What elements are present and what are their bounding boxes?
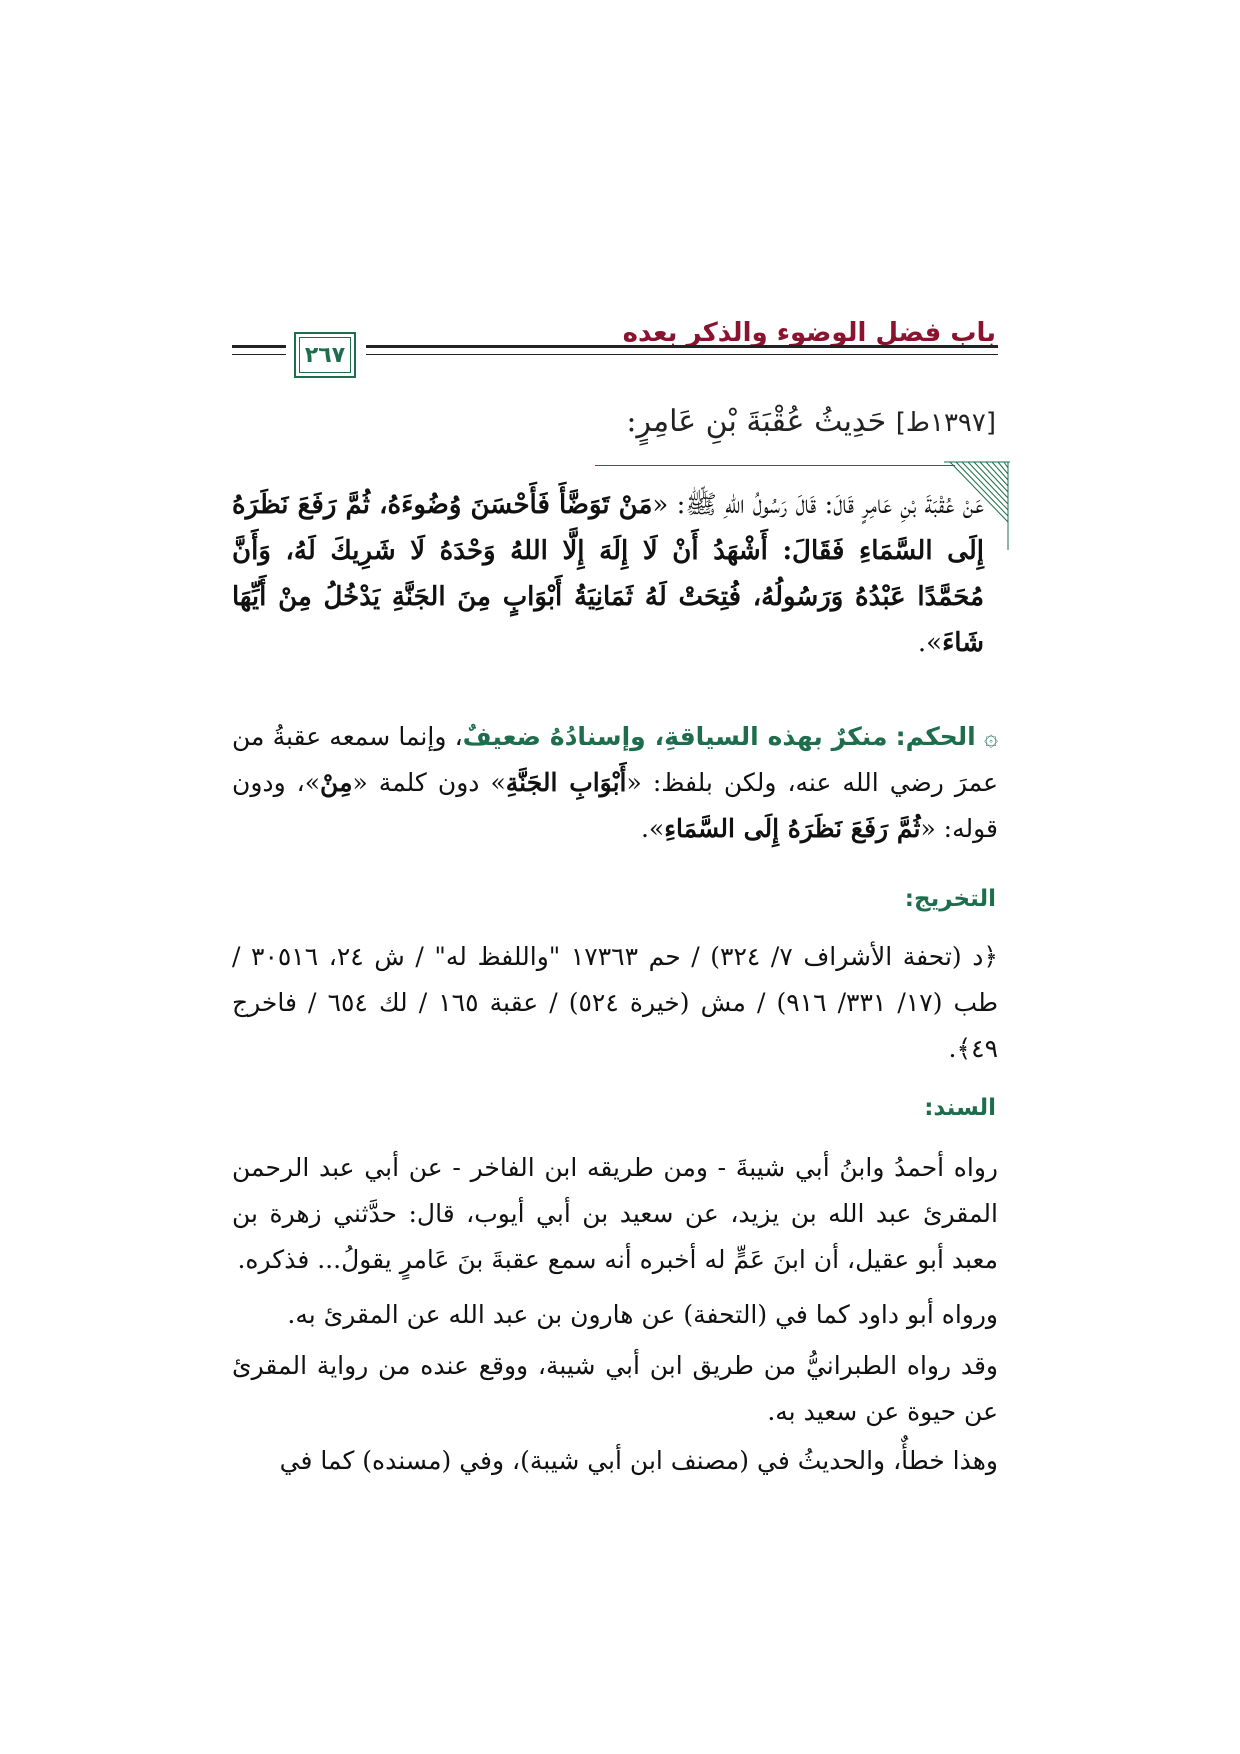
ruling-part-1: ، وإنما سمعه عقبةُ من عمرَ رضي الله عنه، ولكن بلفظ: « [232,722,999,797]
ruling-label: الحكم: [895,722,976,751]
ruling-quote-1: أَبْوَابِ الجَنَّةِ [505,768,627,797]
ruling-part-3: »، ودون قوله: « [232,768,998,843]
ruling-verdict: منكرٌ بهذه السياقةِ، وإسنادُهُ ضعيفٌ [462,722,888,751]
sanad-paragraph-2: ورواه أبو داود كما في (التحفة) عن هارون بن عبد الله عن المقرئ به. [287,1300,998,1329]
ruling-part-2: » دون كلمة « [352,768,506,797]
page-number: ٢٦٧ [304,342,346,368]
hadith-number: [١٣٩٧ط] [895,408,996,438]
takhrij-title: التخريج: [904,886,996,912]
sanad-title: السند: [924,1095,996,1121]
header-rule-right-thin [366,354,998,355]
ruling-quote-2: مِنْ [320,768,353,797]
hadith-end: ». [917,628,943,658]
sanad-paragraph-4: وهذا خطأٌ، والحديثُ في (مصنف ابن أبي شيبة)، وفي (مسنده) كما في [279,1446,998,1475]
hadith-matn: مَنْ تَوَضَّأَ فَأَحْسَنَ وُضُوءَهُ، ثُمَّ رَفَعَ نَظَرَهُ إِلَى السَّمَاءِ فَقَالَ: أَشْهَدُ أَنْ لَا إِلَهَ إِلَّا اللهُ وَحْدَهُ لَا شَرِيكَ لَهُ، وَأَنَّ مُحَمَّدًا عَبْدُهُ وَرَسُولُهُ، فُتِحَتْ لَهُ ثَمَانِيَةُ أَبْوَابٍ مِنَ الجَنَّةِ يَدْخُلُ مِنْ أَيِّهَا شَاءَ [232,490,984,658]
page-number-frame [294,332,356,378]
hadith-heading [626,404,996,439]
ruling-quote-3: ثُمَّ رَفَعَ نَظَرَهُ إِلَى السَّمَاءِ [664,814,921,843]
running-title: باب فضل الوضوء والذكر بعده [622,318,996,348]
ruling-paragraph [232,714,998,852]
header-rule-right [366,345,998,348]
header-rule-left-thin [232,354,286,355]
hadith-title: حَدِيثُ عُقْبَةَ بْنِ عَامِرٍ: [626,404,887,439]
heading-underline [595,465,955,466]
hadith-text [232,482,984,666]
sanad-paragraph-1: رواه أحمدُ وابنُ أبي شيبةَ - ومن طريقه ابن الفاخر - عن أبي عبد الرحمن المقرئ عبد الله بن يزيد، عن سعيد بن أبي أيوب، قال: حدَّثني زهرة بن معبد أبو عقيل، أن ابنَ عَمٍّ له أخبره أنه سمع عقبةَ بنَ عَامرٍ يقولُ... فذكره. [232,1153,998,1274]
header-rule-left [232,345,286,348]
hadith-intro: عَنْ عُقْبَةَ بْنِ عَامِرٍ قَالَ: قَالَ رَسُولُ اللهِ ﷺ: « [652,490,984,520]
takhrij-text: ﴿د (تحفة الأشراف ٧/ ٣٢٤) / حم ١٧٣٦٣ "واللفظ له" / ش ٢٤، ٣٠٥١٦ / طب (١٧/ ٣٣١/ ٩١٦) / مش (خيرة ٥٢٤) / عقبة ١٦٥ / لك ٦٥٤ / فاخرج ٤٩﴾. [232,942,999,1063]
ruling-part-4: ». [640,814,665,843]
sanad-paragraph-3: وقد رواه الطبرانيُّ من طريق ابن أبي شيبة، ووقع عنده من رواية المقرئ عن حيوة عن سعيد به. [232,1351,998,1426]
ruling-marker-icon: ۞ [983,723,998,751]
